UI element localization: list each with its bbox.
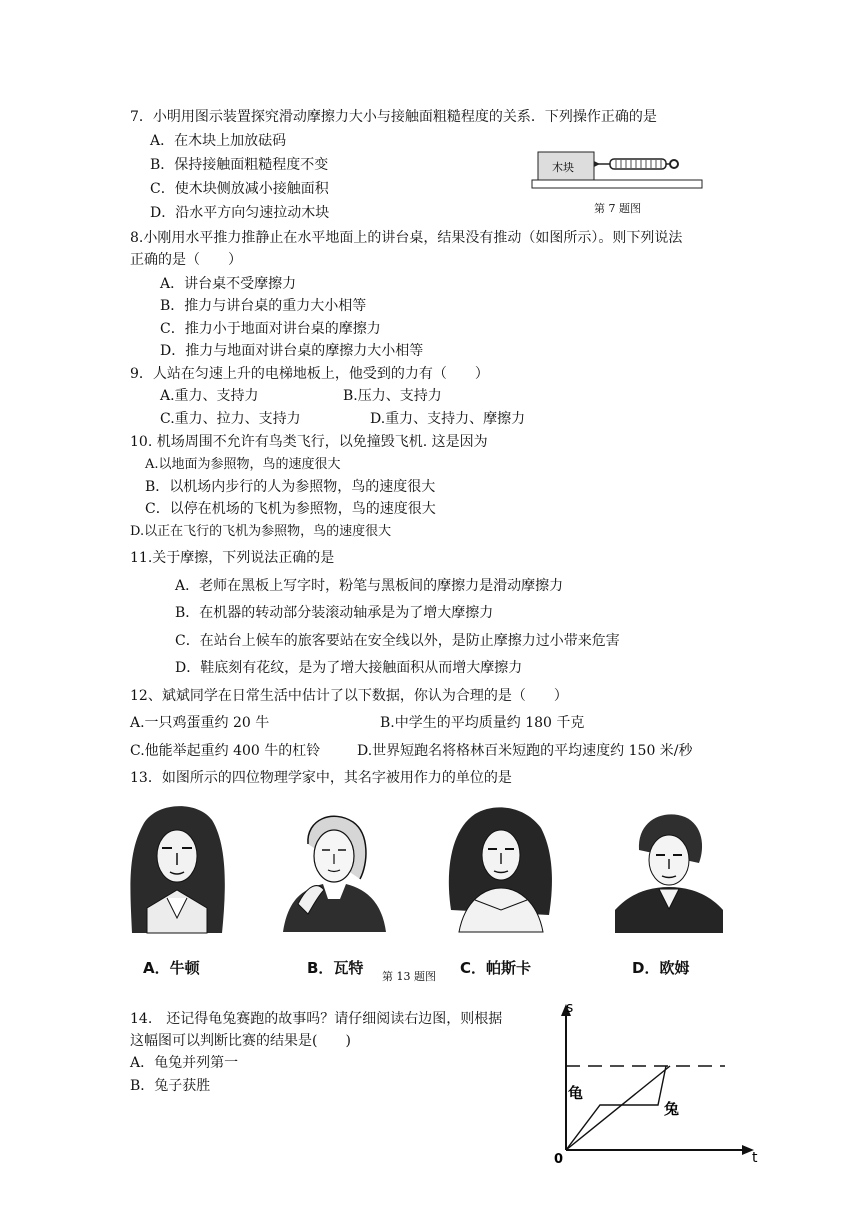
q8-option-a: A．讲台桌不受摩擦力 [160, 276, 297, 292]
q7-option-a: A．在木块上加放砝码 [150, 133, 287, 149]
turtle-line [566, 1066, 670, 1150]
q8-stem-line2: 正确的是（ ） [130, 252, 242, 268]
portrait-label-b: B．瓦特 [307, 959, 364, 977]
q9-option-d: D.重力、支持力、摩擦力 [370, 411, 526, 427]
q12-option-d: D.世界短跑名将格林百米短跑的平均速度约 150 米/秒 [357, 743, 693, 759]
q9-option-a: A.重力、支持力 [160, 388, 259, 404]
portrait-label-c: C．帕斯卡 [460, 959, 532, 977]
q9-option-c: C.重力、拉力、支持力 [160, 411, 301, 427]
q8-stem-line1: 8.小刚用水平推力推静止在水平地面上的讲台桌，结果没有推动（如图所示）。则下列说法 [130, 230, 683, 246]
q10-option-d: D.以正在飞行的飞机为参照物，鸟的速度很大 [130, 524, 392, 539]
q14-race-graph [540, 1000, 765, 1170]
portrait-watt [278, 804, 390, 932]
q14-stem-line1: 14. 还记得龟兔赛跑的故事吗？请仔细阅读右边图，则根据 [130, 1011, 503, 1027]
q12-option-c: C.他能举起重约 400 牛的杠铃 [130, 743, 321, 759]
q12-option-b: B.中学生的平均质量约 180 千克 [380, 715, 585, 731]
q7-figure-caption: 第 7 题图 [594, 202, 641, 215]
q13-figure-caption: 第 13 题图 [382, 970, 436, 983]
q11-stem: 11.关于摩擦，下列说法正确的是 [130, 550, 335, 566]
q7-option-c: C．使木块侧放减小接触面积 [150, 181, 329, 197]
portrait-ohm [615, 805, 723, 933]
q11-option-a: A．老师在黑板上写字时，粉笔与黑板间的摩擦力是滑动摩擦力 [175, 578, 564, 594]
wood-block-label: 木块 [552, 161, 574, 174]
portrait-label-d: D．欧姆 [632, 959, 690, 977]
spring-scale [610, 159, 666, 169]
q13-stem: 13．如图所示的四位物理学家中，其名字被用作力的单位的是 [130, 770, 512, 786]
q11-option-d: D．鞋底刻有花纹，是为了增大接触面积从而增大摩擦力 [175, 660, 523, 676]
q8-option-d: D．推力与地面对讲台桌的摩擦力大小相等 [160, 343, 424, 359]
q9-option-b: B.压力、支持力 [343, 388, 442, 404]
q12-stem: 12、斌斌同学在日常生活中估计了以下数据，你认为合理的是（ ） [130, 688, 568, 704]
q7-friction-figure [530, 148, 705, 193]
q10-option-c: C．以停在机场的飞机为参照物，鸟的速度很大 [145, 501, 436, 517]
x-axis-label: t [752, 1150, 758, 1166]
q10-stem: 10. 机场周围不允许有鸟类飞行，以免撞毁飞机. 这是因为 [130, 434, 488, 450]
q11-option-b: B．在机器的转动部分装滚动轴承是为了增大摩擦力 [175, 605, 494, 621]
q7-stem: 7．小明用图示装置探究滑动摩擦力大小与接触面粗糙程度的关系．下列操作正确的是 [130, 109, 657, 125]
table-surface [532, 180, 702, 188]
q8-option-b: B．推力与讲台桌的重力大小相等 [160, 298, 367, 314]
q14-option-b: B．兔子获胜 [130, 1078, 211, 1094]
portrait-newton [122, 798, 232, 933]
q7-option-b: B．保持接触面粗糙程度不变 [150, 157, 329, 173]
q11-option-c: C．在站台上候车的旅客要站在安全线以外，是防止摩擦力过小带来危害 [175, 633, 620, 649]
q7-option-d: D．沿水平方向匀速拉动木块 [150, 205, 330, 221]
q10-option-b: B．以机场内步行的人为参照物，鸟的速度很大 [145, 479, 436, 495]
rabbit-label: 兔 [664, 1100, 680, 1118]
turtle-label: 龟 [568, 1084, 584, 1102]
y-axis-label: s [566, 1000, 574, 1016]
q9-stem: 9．人站在匀速上升的电梯地板上，他受到的力有（ ） [130, 366, 489, 382]
q14-stem-line2: 这幅图可以判断比赛的结果是( ) [130, 1033, 351, 1049]
portrait-pascal [445, 800, 557, 932]
q14-option-a: A．龟兔并列第一 [130, 1055, 239, 1071]
q8-option-c: C．推力小于地面对讲台桌的摩擦力 [160, 321, 381, 337]
q10-option-a: A.以地面为参照物，鸟的速度很大 [145, 457, 341, 472]
portrait-label-a: A．牛顿 [143, 959, 200, 977]
spring-scale-ring [670, 160, 678, 168]
q12-option-a: A.一只鸡蛋重约 20 牛 [130, 715, 270, 731]
origin-label: 0 [554, 1152, 564, 1167]
